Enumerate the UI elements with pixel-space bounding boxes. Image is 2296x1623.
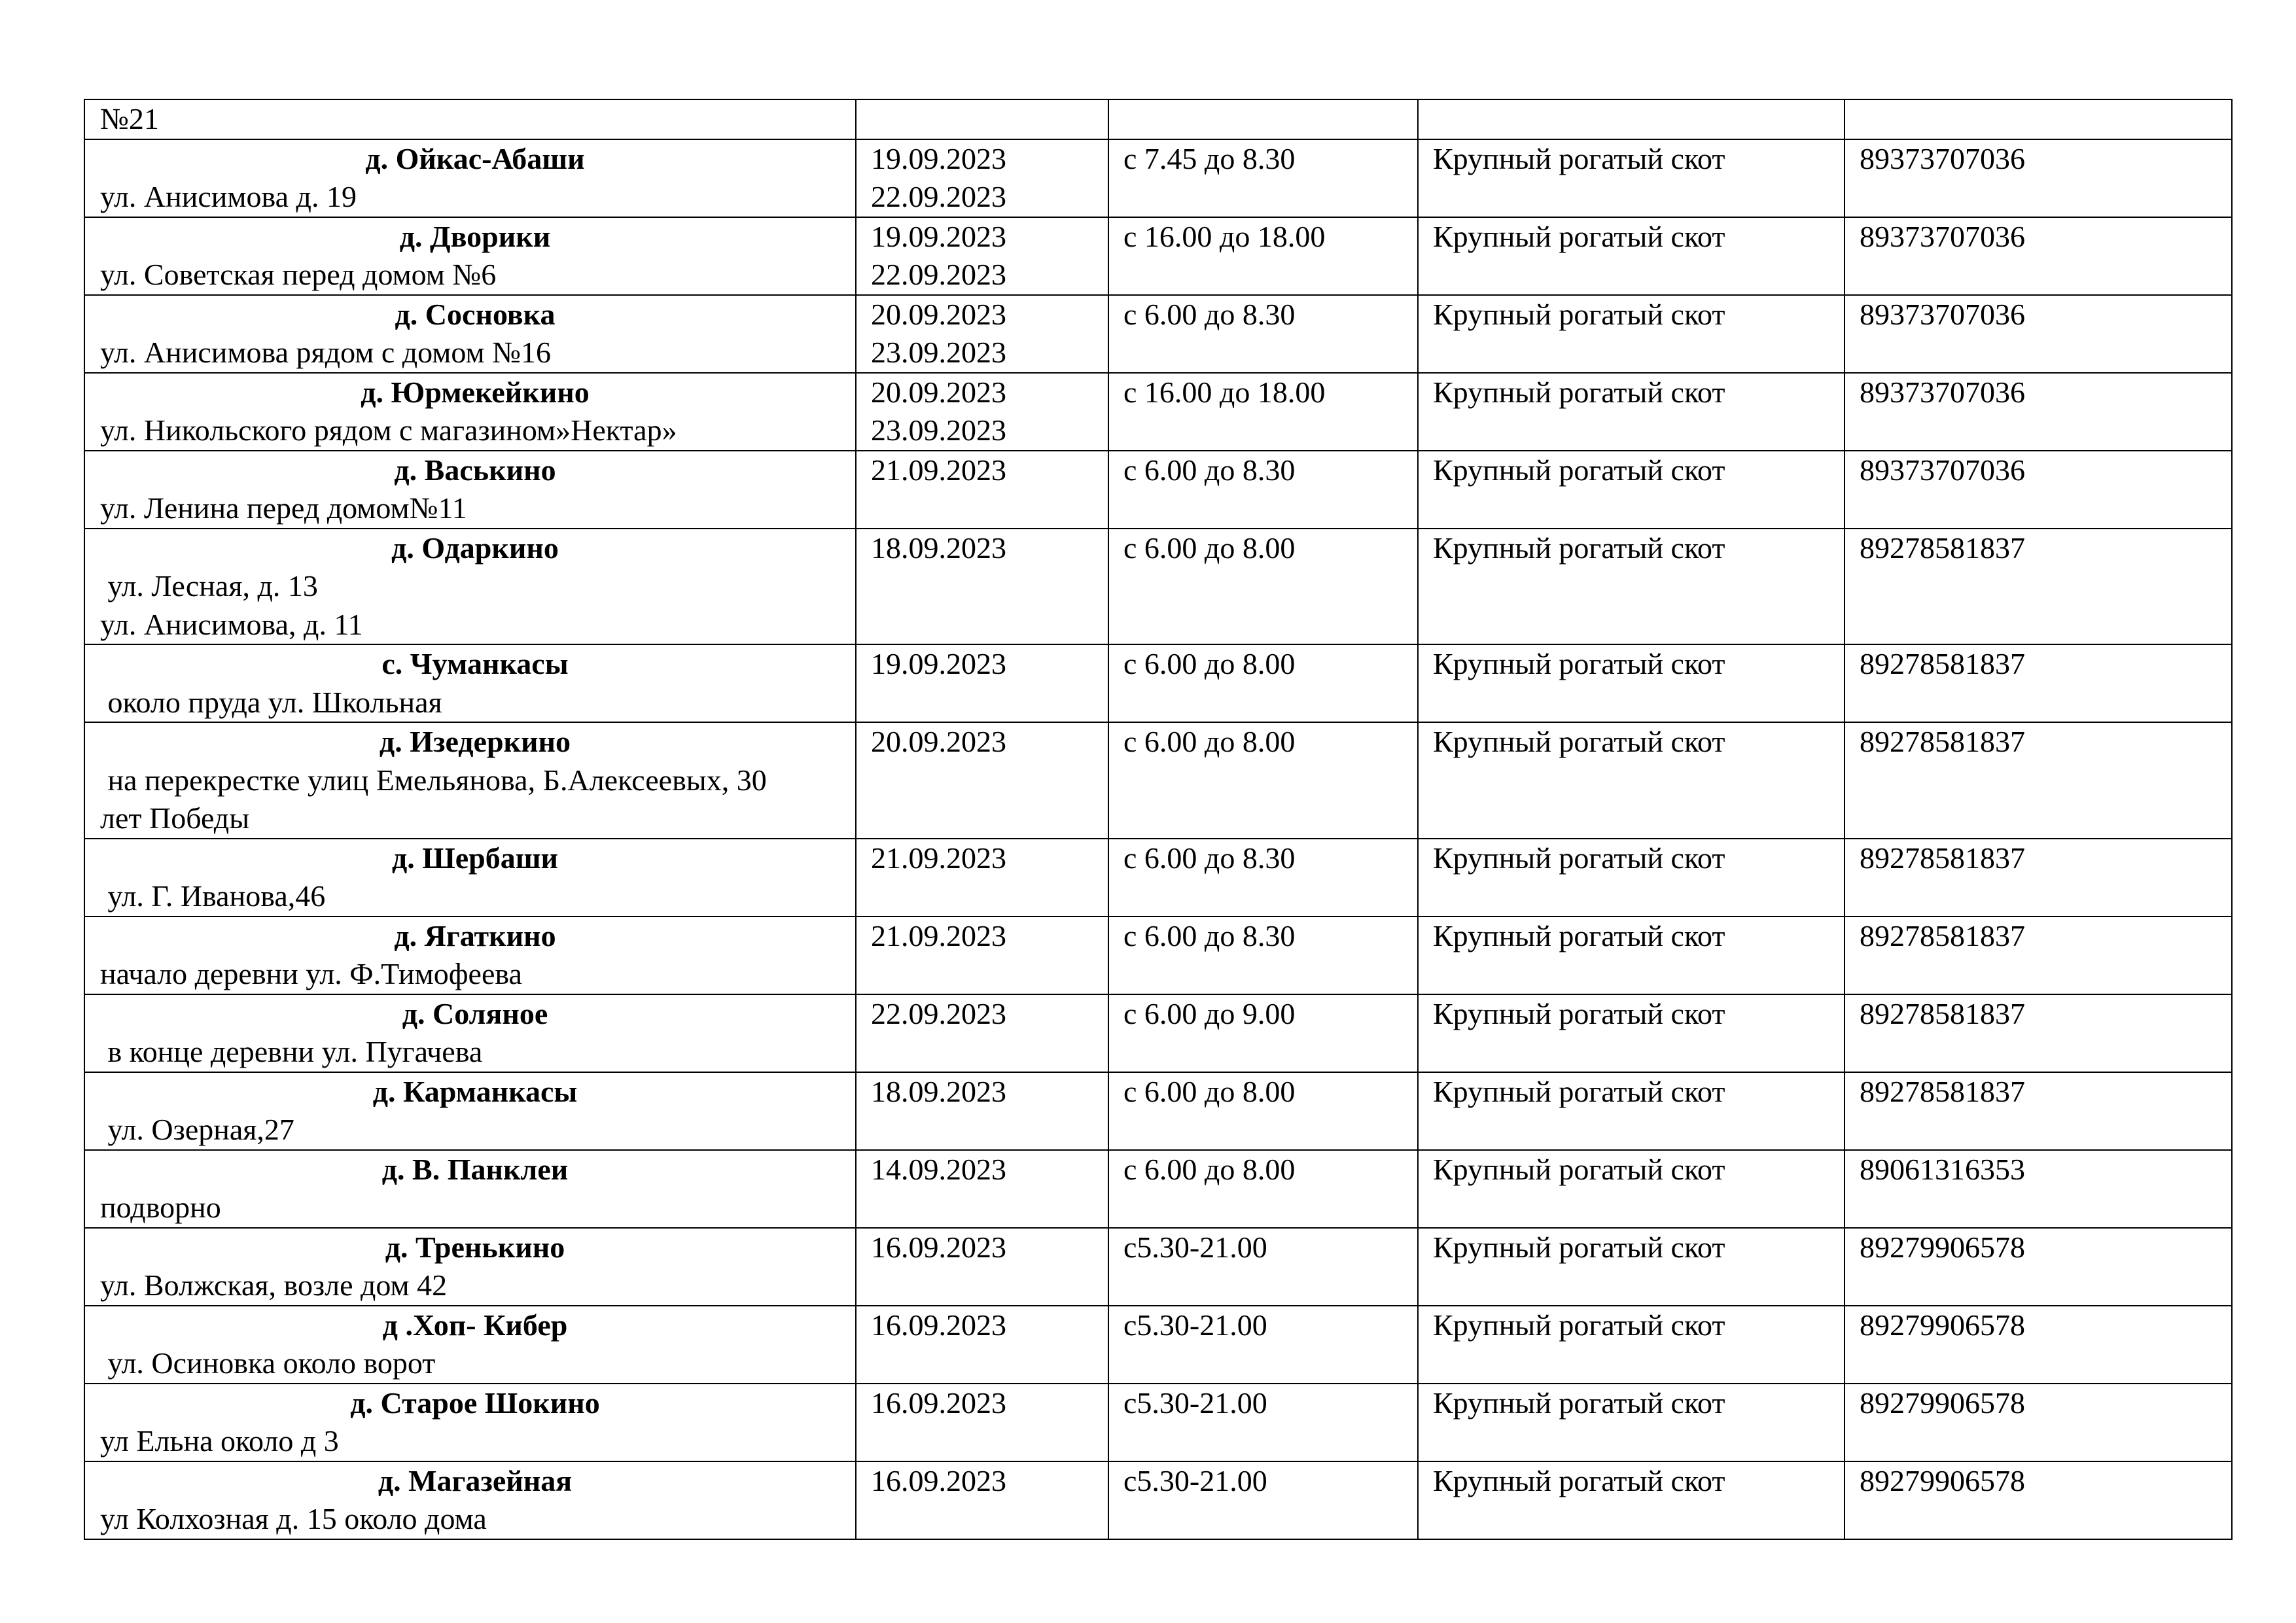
table-row [84,1072,2232,1150]
date-cell [856,451,1108,529]
place-cell [84,1150,856,1228]
table-row-header-number [84,99,2232,139]
time-cell: с 6.00 до 8.00 [1108,1072,1418,1150]
date-value: 20.09.2023 [871,725,1006,758]
date-cell [856,529,1108,645]
date-cell [856,373,1108,451]
date-value: 18.09.2023 [871,531,1006,565]
phone-cell: 89278581837 [1845,839,2232,916]
date-value: 19.09.2023 [871,141,1006,175]
place-cell [84,722,856,839]
place-cell [84,839,856,916]
date-cell [856,994,1108,1072]
phone-cell: 89373707036 [1845,373,2232,451]
table-row [84,1461,2232,1539]
phone-cell: 89278581837 [1845,722,2232,839]
place-cell [84,451,856,529]
date-value: 23.09.2023 [871,413,1006,447]
place-cell [84,373,856,451]
date-cell [856,722,1108,839]
village-name: д. Ойкас-Абаши [365,141,585,175]
time-cell: с 6.00 до 9.00 [1108,994,1418,1072]
animal-type-cell: Крупный рогатый скот [1418,139,1845,217]
address-line: ул. Г. Иванова,46 [100,879,326,913]
row-number-cell [84,99,856,139]
address-line: ул. Анисимова, д. 11 [100,607,363,641]
table-row [84,139,2232,217]
date-value: 16.09.2023 [871,1386,1006,1420]
address-line: ул. Анисимова рядом с домом №16 [100,336,552,369]
animal-type-cell: Крупный рогатый скот [1418,1384,1845,1461]
table-row [84,1384,2232,1461]
phone-cell: 89373707036 [1845,295,2232,373]
address-line: ул. Советская перед домом №6 [100,258,497,291]
date-value: 19.09.2023 [871,219,1006,253]
date-cell [856,916,1108,994]
animal-type-cell: Крупный рогатый скот [1418,451,1845,529]
schedule-table-body [84,99,2232,1539]
phone-cell: 89061316353 [1845,1150,2232,1228]
place-cell [84,1306,856,1384]
address-line: лет Победы [100,801,250,835]
time-cell: с 7.45 до 8.30 [1108,139,1418,217]
date-cell [856,1461,1108,1539]
address-line: ул. Ленина перед домом№11 [100,491,467,525]
address-line: ул. Анисимова д. 19 [100,180,357,213]
date-value: 14.09.2023 [871,1152,1006,1186]
animal-type-cell: Крупный рогатый скот [1418,994,1845,1072]
date-value: 16.09.2023 [871,1463,1006,1497]
table-row [84,217,2232,295]
place-cell [84,139,856,217]
place-cell [84,1228,856,1306]
schedule-table [84,99,2233,1540]
date-value: 22.09.2023 [871,996,1006,1030]
place-cell [84,644,856,722]
table-row [84,1306,2232,1384]
time-cell: с 6.00 до 8.00 [1108,644,1418,722]
phone-cell: 89278581837 [1845,994,2232,1072]
empty-cell [1845,99,2232,139]
time-cell: с 16.00 до 18.00 [1108,217,1418,295]
village-name: д. Карманкасы [372,1074,578,1108]
animal-type-cell: Крупный рогатый скот [1418,644,1845,722]
address-line: ул Ельна около д 3 [100,1424,339,1457]
village-name: д. Одаркино [391,531,559,565]
animal-type-cell: Крупный рогатый скот [1418,217,1845,295]
address-line: ул. Озерная,27 [100,1113,294,1146]
date-cell [856,1384,1108,1461]
phone-cell: 89278581837 [1845,529,2232,645]
address-line: подворно [100,1191,221,1224]
table-row [84,1150,2232,1228]
table-row [84,373,2232,451]
date-value: 20.09.2023 [871,375,1006,409]
date-value: 22.09.2023 [871,258,1006,291]
table-row [84,839,2232,916]
empty-cell [1108,99,1418,139]
place-cell [84,295,856,373]
date-value: 19.09.2023 [871,647,1006,680]
village-name: д. Магазейная [378,1463,573,1497]
village-name: д. Шербаши [391,841,559,875]
date-cell [856,1228,1108,1306]
place-cell [84,1072,856,1150]
date-cell [856,1072,1108,1150]
place-cell [84,916,856,994]
animal-type-cell: Крупный рогатый скот [1418,1461,1845,1539]
village-name: д. Изедеркино [379,725,571,758]
village-name: д. Васькино [394,453,556,487]
phone-cell: 89373707036 [1845,217,2232,295]
village-name: с. Чуманкасы [381,647,569,680]
time-cell: с 6.00 до 8.30 [1108,451,1418,529]
date-value: 20.09.2023 [871,297,1006,331]
phone-cell: 89278581837 [1845,1072,2232,1150]
time-cell: с 6.00 до 8.30 [1108,839,1418,916]
address-line: ул. Волжская, возле дом 42 [100,1268,448,1302]
address-line: ул. Лесная, д. 13 [100,569,318,602]
table-row [84,722,2232,839]
date-value: 23.09.2023 [871,336,1006,369]
place-cell [84,994,856,1072]
animal-type-cell: Крупный рогатый скот [1418,916,1845,994]
time-cell: с 6.00 до 8.00 [1108,529,1418,645]
table-row [84,916,2232,994]
time-cell: с 6.00 до 8.30 [1108,295,1418,373]
empty-cell [1418,99,1845,139]
animal-type-cell: Крупный рогатый скот [1418,1306,1845,1384]
empty-cell [856,99,1108,139]
village-name: д. Старое Шокино [350,1386,600,1420]
address-line: ул. Никольского рядом с магазином»Нектар» [100,413,677,447]
animal-type-cell: Крупный рогатый скот [1418,722,1845,839]
table-row [84,994,2232,1072]
date-cell [856,839,1108,916]
time-cell: с 6.00 до 8.00 [1108,1150,1418,1228]
address-line: ул Колхозная д. 15 около дома [100,1502,487,1535]
table-row [84,451,2232,529]
date-value: 16.09.2023 [871,1308,1006,1342]
address-line: на перекрестке улиц Емельянова, Б.Алексеевых, 30 [100,763,767,797]
time-cell: с 6.00 до 8.00 [1108,722,1418,839]
date-cell [856,1306,1108,1384]
animal-type-cell: Крупный рогатый скот [1418,295,1845,373]
village-name: д. Сосновка [395,297,556,331]
phone-cell: 89278581837 [1845,916,2232,994]
place-cell [84,1384,856,1461]
phone-cell: 89279906578 [1845,1228,2232,1306]
phone-cell: 89278581837 [1845,644,2232,722]
date-value: 18.09.2023 [871,1074,1006,1108]
address-line: около пруда ул. Школьная [100,685,442,719]
date-value: 22.09.2023 [871,180,1006,213]
date-cell [856,644,1108,722]
place-cell [84,217,856,295]
place-cell [84,529,856,645]
date-value: 21.09.2023 [871,453,1006,487]
place-cell [84,1461,856,1539]
village-name: д .Хоп- Кибер [382,1308,568,1342]
table-row [84,529,2232,645]
animal-type-cell: Крупный рогатый скот [1418,1150,1845,1228]
phone-cell: 89373707036 [1845,139,2232,217]
row-number-label: №21 [100,102,159,135]
time-cell: с5.30-21.00 [1108,1384,1418,1461]
address-line: начало деревни ул. Ф.Тимофеева [100,957,522,990]
date-cell [856,1150,1108,1228]
date-cell [856,217,1108,295]
date-cell [856,295,1108,373]
date-cell [856,139,1108,217]
phone-cell: 89279906578 [1845,1384,2232,1461]
phone-cell: 89373707036 [1845,451,2232,529]
village-name: д. В. Панклеи [381,1152,569,1186]
phone-cell: 89279906578 [1845,1306,2232,1384]
time-cell: с5.30-21.00 [1108,1461,1418,1539]
village-name: д. Юрмекейкино [361,375,590,409]
table-row [84,1228,2232,1306]
time-cell: с5.30-21.00 [1108,1228,1418,1306]
animal-type-cell: Крупный рогатый скот [1418,1228,1845,1306]
address-line: в конце деревни ул. Пугачева [100,1035,483,1068]
date-value: 21.09.2023 [871,841,1006,875]
phone-cell: 89279906578 [1845,1461,2232,1539]
time-cell: с 16.00 до 18.00 [1108,373,1418,451]
table-row [84,295,2232,373]
table-row [84,644,2232,722]
village-name: д. Соляное [402,996,548,1030]
village-name: д. Тренькино [385,1230,565,1264]
animal-type-cell: Крупный рогатый скот [1418,1072,1845,1150]
animal-type-cell: Крупный рогатый скот [1418,839,1845,916]
date-value: 21.09.2023 [871,918,1006,952]
village-name: д. Дворики [399,219,551,253]
address-line: ул. Осиновка около ворот [100,1346,436,1380]
date-value: 16.09.2023 [871,1230,1006,1264]
time-cell: с5.30-21.00 [1108,1306,1418,1384]
village-name: д. Ягаткино [394,918,556,952]
animal-type-cell: Крупный рогатый скот [1418,529,1845,645]
time-cell: с 6.00 до 8.30 [1108,916,1418,994]
animal-type-cell: Крупный рогатый скот [1418,373,1845,451]
